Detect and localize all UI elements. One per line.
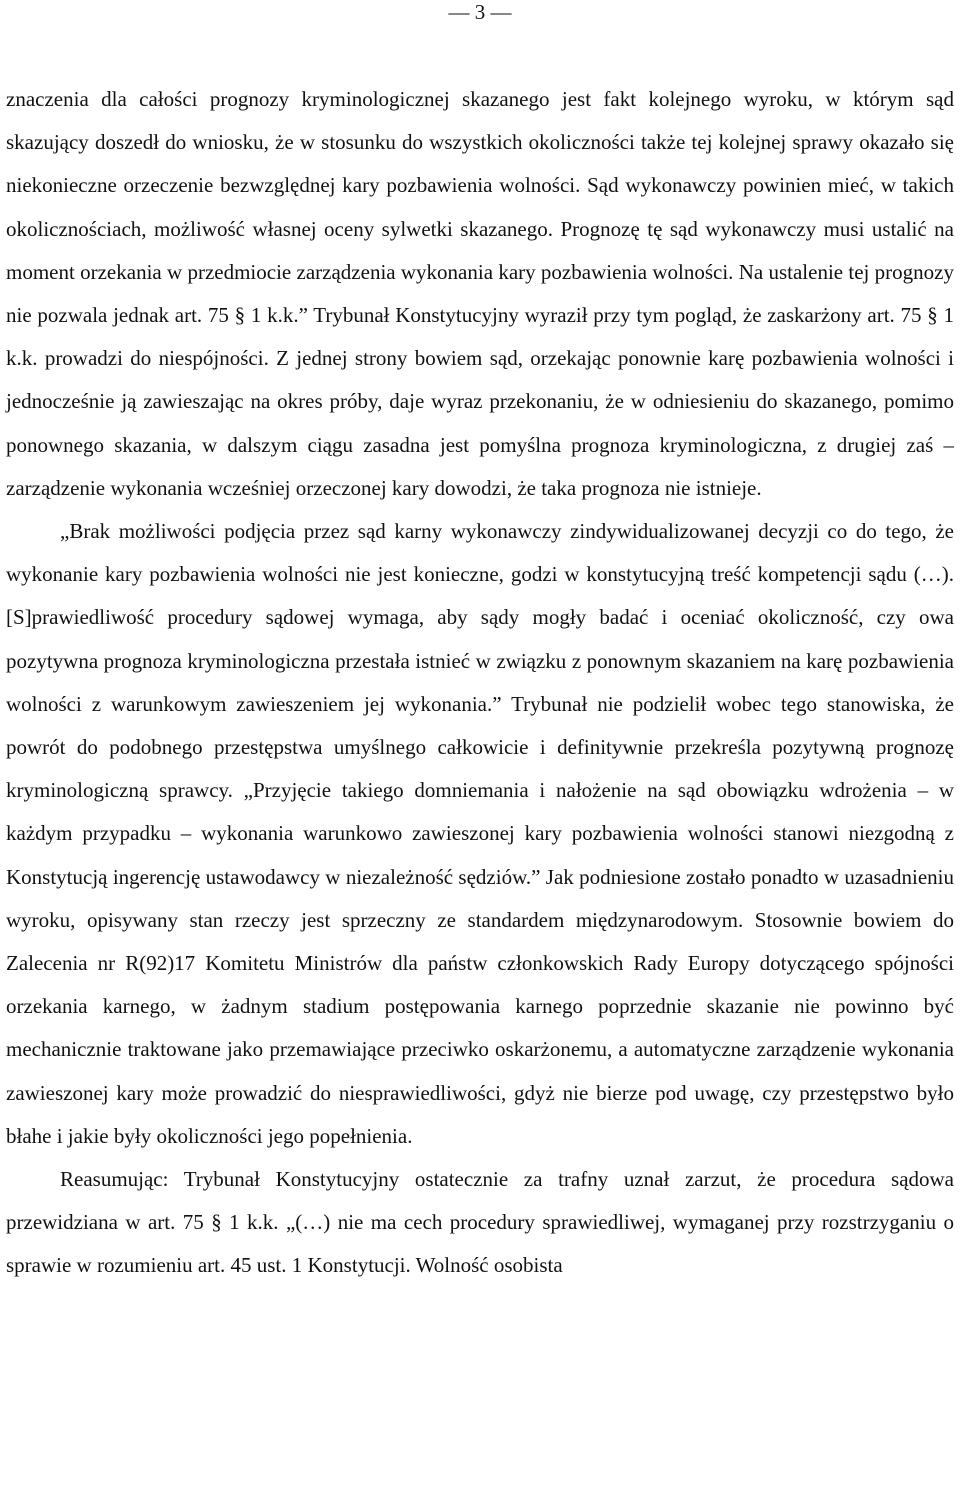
document-body [6, 78, 954, 1288]
paragraph-continuation: znaczenia dla całości prognozy kryminologicznej skazanego jest fakt kolejnego wyroku, w którym sąd skazujący doszedł do wniosku, że w stosunku do wszystkich okoliczności także tej kolejnej sprawy okazało się niekonieczne orzeczenie bezwzględnej kary pozbawienia wolności. Sąd wykonawczy powinien mieć, w takich okolicznościach, możliwość własnej oceny sylwetki skazanego. Prognozę tę sąd wykonawczy musi ustalić na moment orzekania w przedmiocie zarządzenia wykonania kary pozbawienia wolności. Na ustalenie tej prognozy nie pozwala jednak art. 75 § 1 k.k.” Trybunał Konstytucyjny wyraził przy tym pogląd, że zaskarżony art. 75 § 1 k.k. prowadzi do niespójności. Z jednej strony bowiem sąd, orzekając ponownie karę pozbawienia wolności i jednocześnie ją zawieszając na okres próby, daje wyraz przekonaniu, że w odniesieniu do skazanego, pomimo ponownego skazania, w dalszym ciągu zasadna jest pomyślna prognoza kryminologiczna, z drugiej zaś – zarządzenie wykonania wcześniej orzeczonej kary dowodzi, że taka prognoza nie istnieje. [6, 87, 954, 500]
paragraph-quotation: „Brak możliwości podjęcia przez sąd karny wykonawczy zindywidualizowanej decyzji co do tego, że wykonanie kary pozbawienia wolności nie jest konieczne, godzi w konstytucyjną treść kompetencji sądu (…). [S]prawiedliwość procedury sądowej wymaga, aby sądy mogły badać i oceniać okoliczność, czy owa pozytywna prognoza kryminologiczna przestała istnieć w związku z ponownym skazaniem na karę pozbawienia wolności z warunkowym zawieszeniem jej wykonania.” Trybunał nie podzielił wobec tego stanowiska, że powrót do podobnego przestępstwa umyślnego całkowicie i definitywnie przekreśla pozytywną prognozę kryminologiczną sprawcy. „Przyjęcie takiego domniemania i nałożenie na sąd obowiązku wdrożenia – w każdym przypadku – wykonania warunkowo zawieszonej kary pozbawienia wolności stanowi niezgodną z Konstytucją ingerencję ustawodawcy w niezależność sędziów.” Jak podniesione zostało ponadto w uzasadnieniu wyroku, opisywany stan rzeczy jest sprzeczny ze standardem międzynarodowym. Stosownie bowiem do Zalecenia nr R(92)17 Komitetu Ministrów dla państw członkowskich Rady Europy dotyczącego spójności orzekania karnego, w żadnym stadium postępowania karnego poprzednie skazanie nie powinno być mechanicznie traktowane jako przemawiające przeciwko oskarżonemu, a automatyczne zarządzenie wykonania zawieszonej kary może prowadzić do niesprawiedliwości, gdyż nie bierze pod uwagę, czy przestępstwo było błahe i jakie były okoliczności jego popełnienia. [6, 519, 954, 1148]
page-number: — 3 — [448, 0, 512, 24]
paragraph-summary: Reasumując: Trybunał Konstytucyjny ostatecznie za trafny uznał zarzut, że procedura sądowa przewidziana w art. 75 § 1 k.k. „(…) nie ma cech procedury sprawiedliwej, wymaganej przy rozstrzyganiu o sprawie w rozumieniu art. 45 ust. 1 Konstytucji. Wolność osobista [6, 1167, 954, 1278]
